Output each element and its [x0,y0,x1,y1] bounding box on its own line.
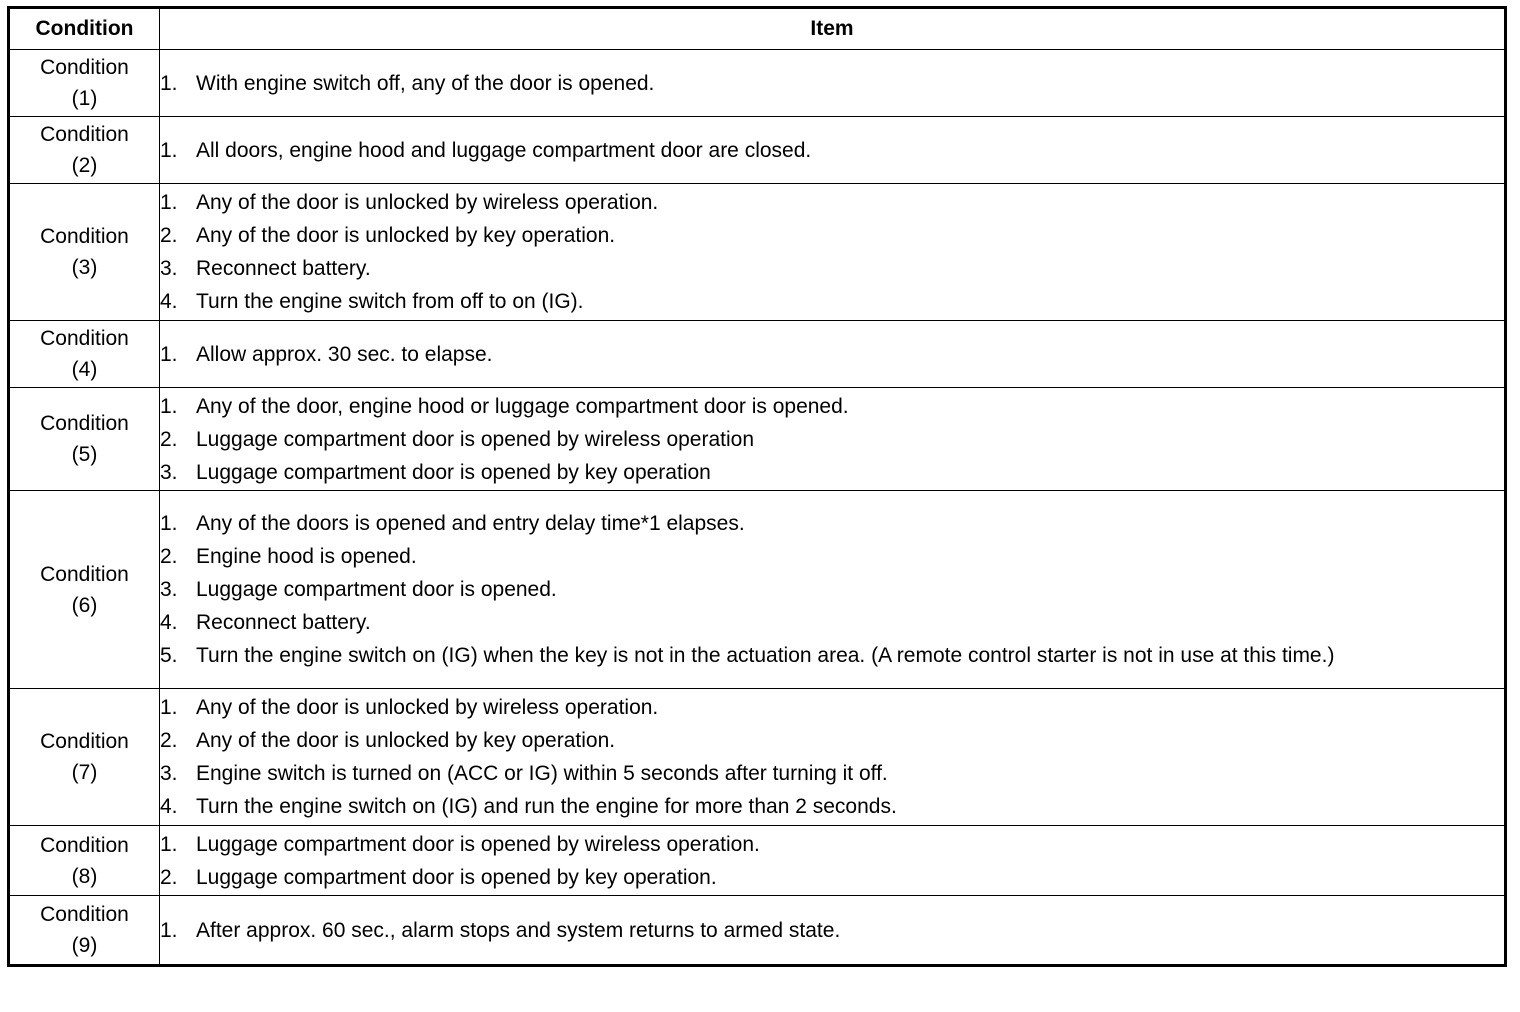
item-text: Luggage compartment door is opened by key operation [196,460,711,484]
item-cell [160,896,1506,966]
list-item [160,134,1504,167]
list-item [160,219,1504,252]
condition-label [9,896,160,966]
item-text: After approx. 60 sec., alarm stops and system returns to armed state. [196,918,841,942]
condition-label-word: Condition [40,833,129,857]
condition-label [9,826,160,896]
item-number: 2. [160,729,178,752]
condition-label-number: (9) [71,934,98,957]
list-item [160,186,1504,219]
condition-item-table [7,6,1507,967]
condition-label [9,689,160,826]
list-item [160,456,1504,489]
list-item [160,67,1504,100]
item-text: Engine hood is opened. [196,545,417,568]
item-cell [160,184,1506,321]
condition-label-word: Condition [40,562,129,586]
list-item [160,573,1504,606]
condition-label [9,184,160,321]
item-list [160,390,1504,489]
condition-label-word: Condition [40,123,129,146]
document-page [7,6,1507,967]
item-list [160,186,1504,318]
item-number: 1. [160,832,178,856]
item-list [160,134,1504,167]
table-row [9,321,1506,388]
list-item [160,724,1504,757]
list-item [160,757,1504,790]
item-number: 5. [160,644,178,667]
table-header-row [9,8,1506,50]
item-text: Any of the door, engine hood or luggage compartment door is opened. [196,394,849,418]
item-number: 1. [160,71,178,95]
item-number: 2. [160,545,178,568]
list-item [160,790,1504,823]
item-text: Luggage compartment door is opened by wireless operation [196,427,755,451]
table-row [9,388,1506,491]
condition-label-word: Condition [40,225,129,248]
list-item [160,914,1504,947]
item-text: Turn the engine switch on (IG) and run the engine for more than 2 seconds. [196,795,897,818]
condition-label-word: Condition [40,327,129,350]
item-text: Any of the door is unlocked by key operation. [196,224,616,247]
condition-label-number: (7) [71,761,98,784]
item-text: Reconnect battery. [196,611,371,634]
item-number: 3. [160,762,178,785]
condition-label-number: (3) [71,256,98,279]
item-number: 1. [160,191,178,214]
table-row [9,896,1506,966]
list-item [160,639,1504,672]
list-item [160,691,1504,724]
item-number: 3. [160,578,178,601]
item-number: 3. [160,257,178,280]
condition-label-number: (5) [71,443,98,466]
list-item [160,828,1504,861]
item-text: Luggage compartment door is opened. [196,578,557,601]
condition-label-number: (4) [71,358,98,381]
item-number: 1. [160,696,178,719]
condition-label [9,117,160,184]
list-item [160,540,1504,573]
item-text: Reconnect battery. [196,257,371,280]
list-item [160,338,1504,371]
item-number: 4. [160,795,178,818]
condition-label-number: (2) [71,154,98,177]
item-text: Any of the door is unlocked by wireless operation. [196,696,659,719]
item-list [160,691,1504,823]
condition-label-number: (6) [71,593,98,617]
item-text: With engine switch off, any of the door is opened. [196,71,655,95]
item-list [160,67,1504,100]
list-item [160,606,1504,639]
item-number: 1. [160,918,178,942]
item-text: Luggage compartment door is opened by wireless operation. [196,832,760,856]
table-row [9,184,1506,321]
item-cell [160,826,1506,896]
item-number: 2. [160,427,178,451]
table-body [9,50,1506,966]
condition-label-word: Condition [40,56,129,79]
item-list [160,338,1504,371]
item-text: Any of the door is unlocked by wireless operation. [196,191,659,214]
item-text: Any of the doors is opened and entry delay time*1 elapses. [196,512,745,535]
condition-label [9,50,160,117]
condition-label-number: (8) [71,864,98,888]
header-condition: Condition [9,8,160,50]
table-row [9,689,1506,826]
list-item [160,861,1504,894]
item-cell [160,388,1506,491]
item-list [160,914,1504,947]
table-row [9,117,1506,184]
item-number: 3. [160,460,178,484]
item-text: Luggage compartment door is opened by key operation. [196,865,717,889]
item-cell [160,689,1506,826]
item-cell [160,321,1506,388]
condition-label-word: Condition [40,730,129,753]
item-cell [160,117,1506,184]
item-cell [160,491,1506,689]
item-number: 2. [160,865,178,889]
table-row [9,50,1506,117]
table-row [9,826,1506,896]
item-text: Engine switch is turned on (ACC or IG) within 5 seconds after turning it off. [196,762,888,785]
condition-label [9,491,160,689]
table-row [9,491,1506,689]
item-list [160,828,1504,894]
header-item: Item [160,8,1506,50]
condition-label-word: Condition [40,903,129,926]
item-list [160,507,1504,672]
list-item [160,390,1504,423]
item-number: 1. [160,342,178,366]
item-number: 1. [160,394,178,418]
list-item [160,507,1504,540]
list-item [160,252,1504,285]
item-cell [160,50,1506,117]
item-text: Turn the engine switch from off to on (IG). [196,290,584,313]
item-text: All doors, engine hood and luggage compartment door are closed. [196,138,812,162]
item-number: 1. [160,138,178,162]
item-number: 1. [160,512,178,535]
item-number: 2. [160,224,178,247]
item-number: 4. [160,611,178,634]
item-text: Turn the engine switch on (IG) when the key is not in the actuation area. (A remote control starter is not in use at this time.) [196,644,1335,667]
condition-label [9,321,160,388]
item-number: 4. [160,290,178,313]
list-item [160,423,1504,456]
condition-label [9,388,160,491]
item-text: Allow approx. 30 sec. to elapse. [196,342,493,366]
list-item [160,285,1504,318]
item-text: Any of the door is unlocked by key operation. [196,729,616,752]
condition-label-number: (1) [71,87,98,110]
condition-label-word: Condition [40,412,129,435]
